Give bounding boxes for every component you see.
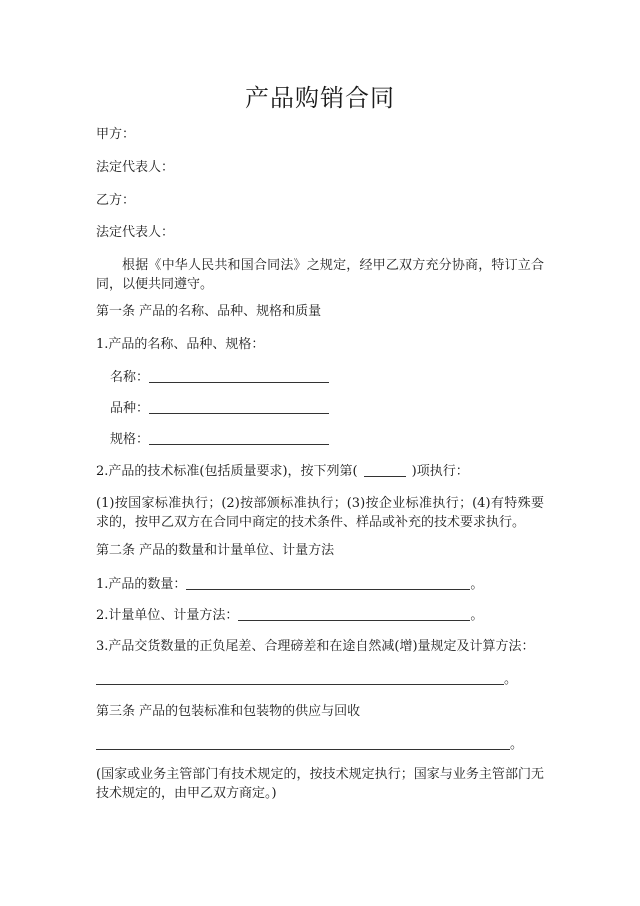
article1-item2-row	[96, 462, 469, 481]
product-variety-label: 品种：	[110, 401, 150, 416]
standard-option-blank	[364, 462, 406, 477]
article2-item3-period: 。	[504, 672, 518, 687]
article2-item2-label: 2.计量单位、计量方法：	[96, 608, 239, 623]
article2-item1-period: 。	[470, 577, 484, 592]
article2-item1-label: 1.产品的数量：	[96, 577, 187, 592]
article2-item2-period: 。	[470, 608, 484, 623]
product-name-blank	[149, 368, 329, 383]
article1-heading: 第一条 产品的名称、品种、规格和质量	[96, 304, 322, 319]
document-title: 产品购销合同	[245, 84, 395, 112]
article2-item3-blank-row	[96, 670, 517, 689]
quantity-blank	[186, 575, 470, 590]
tolerance-method-blank	[96, 670, 504, 685]
preamble-paragraph: 根据《中华人民共和国合同法》之规定，经甲乙双方充分协商，特订立合同，以便共同遵守。	[96, 258, 544, 292]
product-variety-row	[110, 399, 329, 418]
article2-item1-row	[96, 575, 483, 594]
product-spec-row	[110, 430, 329, 449]
article3-period: 。	[510, 737, 524, 752]
product-spec-label: 规格：	[110, 432, 150, 447]
article3-heading: 第三条 产品的包装标准和包装物的供应与回收	[96, 704, 361, 719]
article3-blank-row	[96, 735, 523, 754]
party-a-label: 甲方：	[96, 127, 136, 142]
article3-note: (国家或业务主管部门有技术规定的，按技术规定执行；国家与业务主管部门无技术规定的，由甲乙双方商定。)	[96, 767, 544, 801]
article1-item2-suffix: )项执行：	[411, 464, 469, 479]
party-b-representative-label: 法定代表人：	[96, 225, 175, 240]
article1-item1: 1.产品的名称、品种、规格：	[96, 337, 265, 352]
product-spec-blank	[149, 430, 329, 445]
article2-item2-row	[96, 606, 483, 625]
article1-item2-options: (1)按国家标准执行；(2)按部颁标准执行；(3)按企业标准执行；(4)有特殊要求的，按甲乙双方在合同中商定的技术条件、样品或补充的技术要求执行。	[96, 496, 544, 530]
party-a-representative-label: 法定代表人：	[96, 160, 175, 175]
party-b-label: 乙方：	[96, 193, 136, 208]
article2-item3: 3.产品交货数量的正负尾差、合理磅差和在途自然减(增)量规定及计算方法：	[96, 639, 535, 654]
unit-method-blank	[238, 606, 470, 621]
article1-item2-prefix: 2.产品的技术标准(包括质量要求)，按下列第(	[96, 464, 358, 479]
product-name-row	[110, 368, 329, 387]
packaging-blank	[96, 735, 510, 750]
article2-heading: 第二条 产品的数量和计量单位、计量方法	[96, 543, 335, 558]
product-name-label: 名称：	[110, 370, 150, 385]
product-variety-blank	[149, 399, 329, 414]
